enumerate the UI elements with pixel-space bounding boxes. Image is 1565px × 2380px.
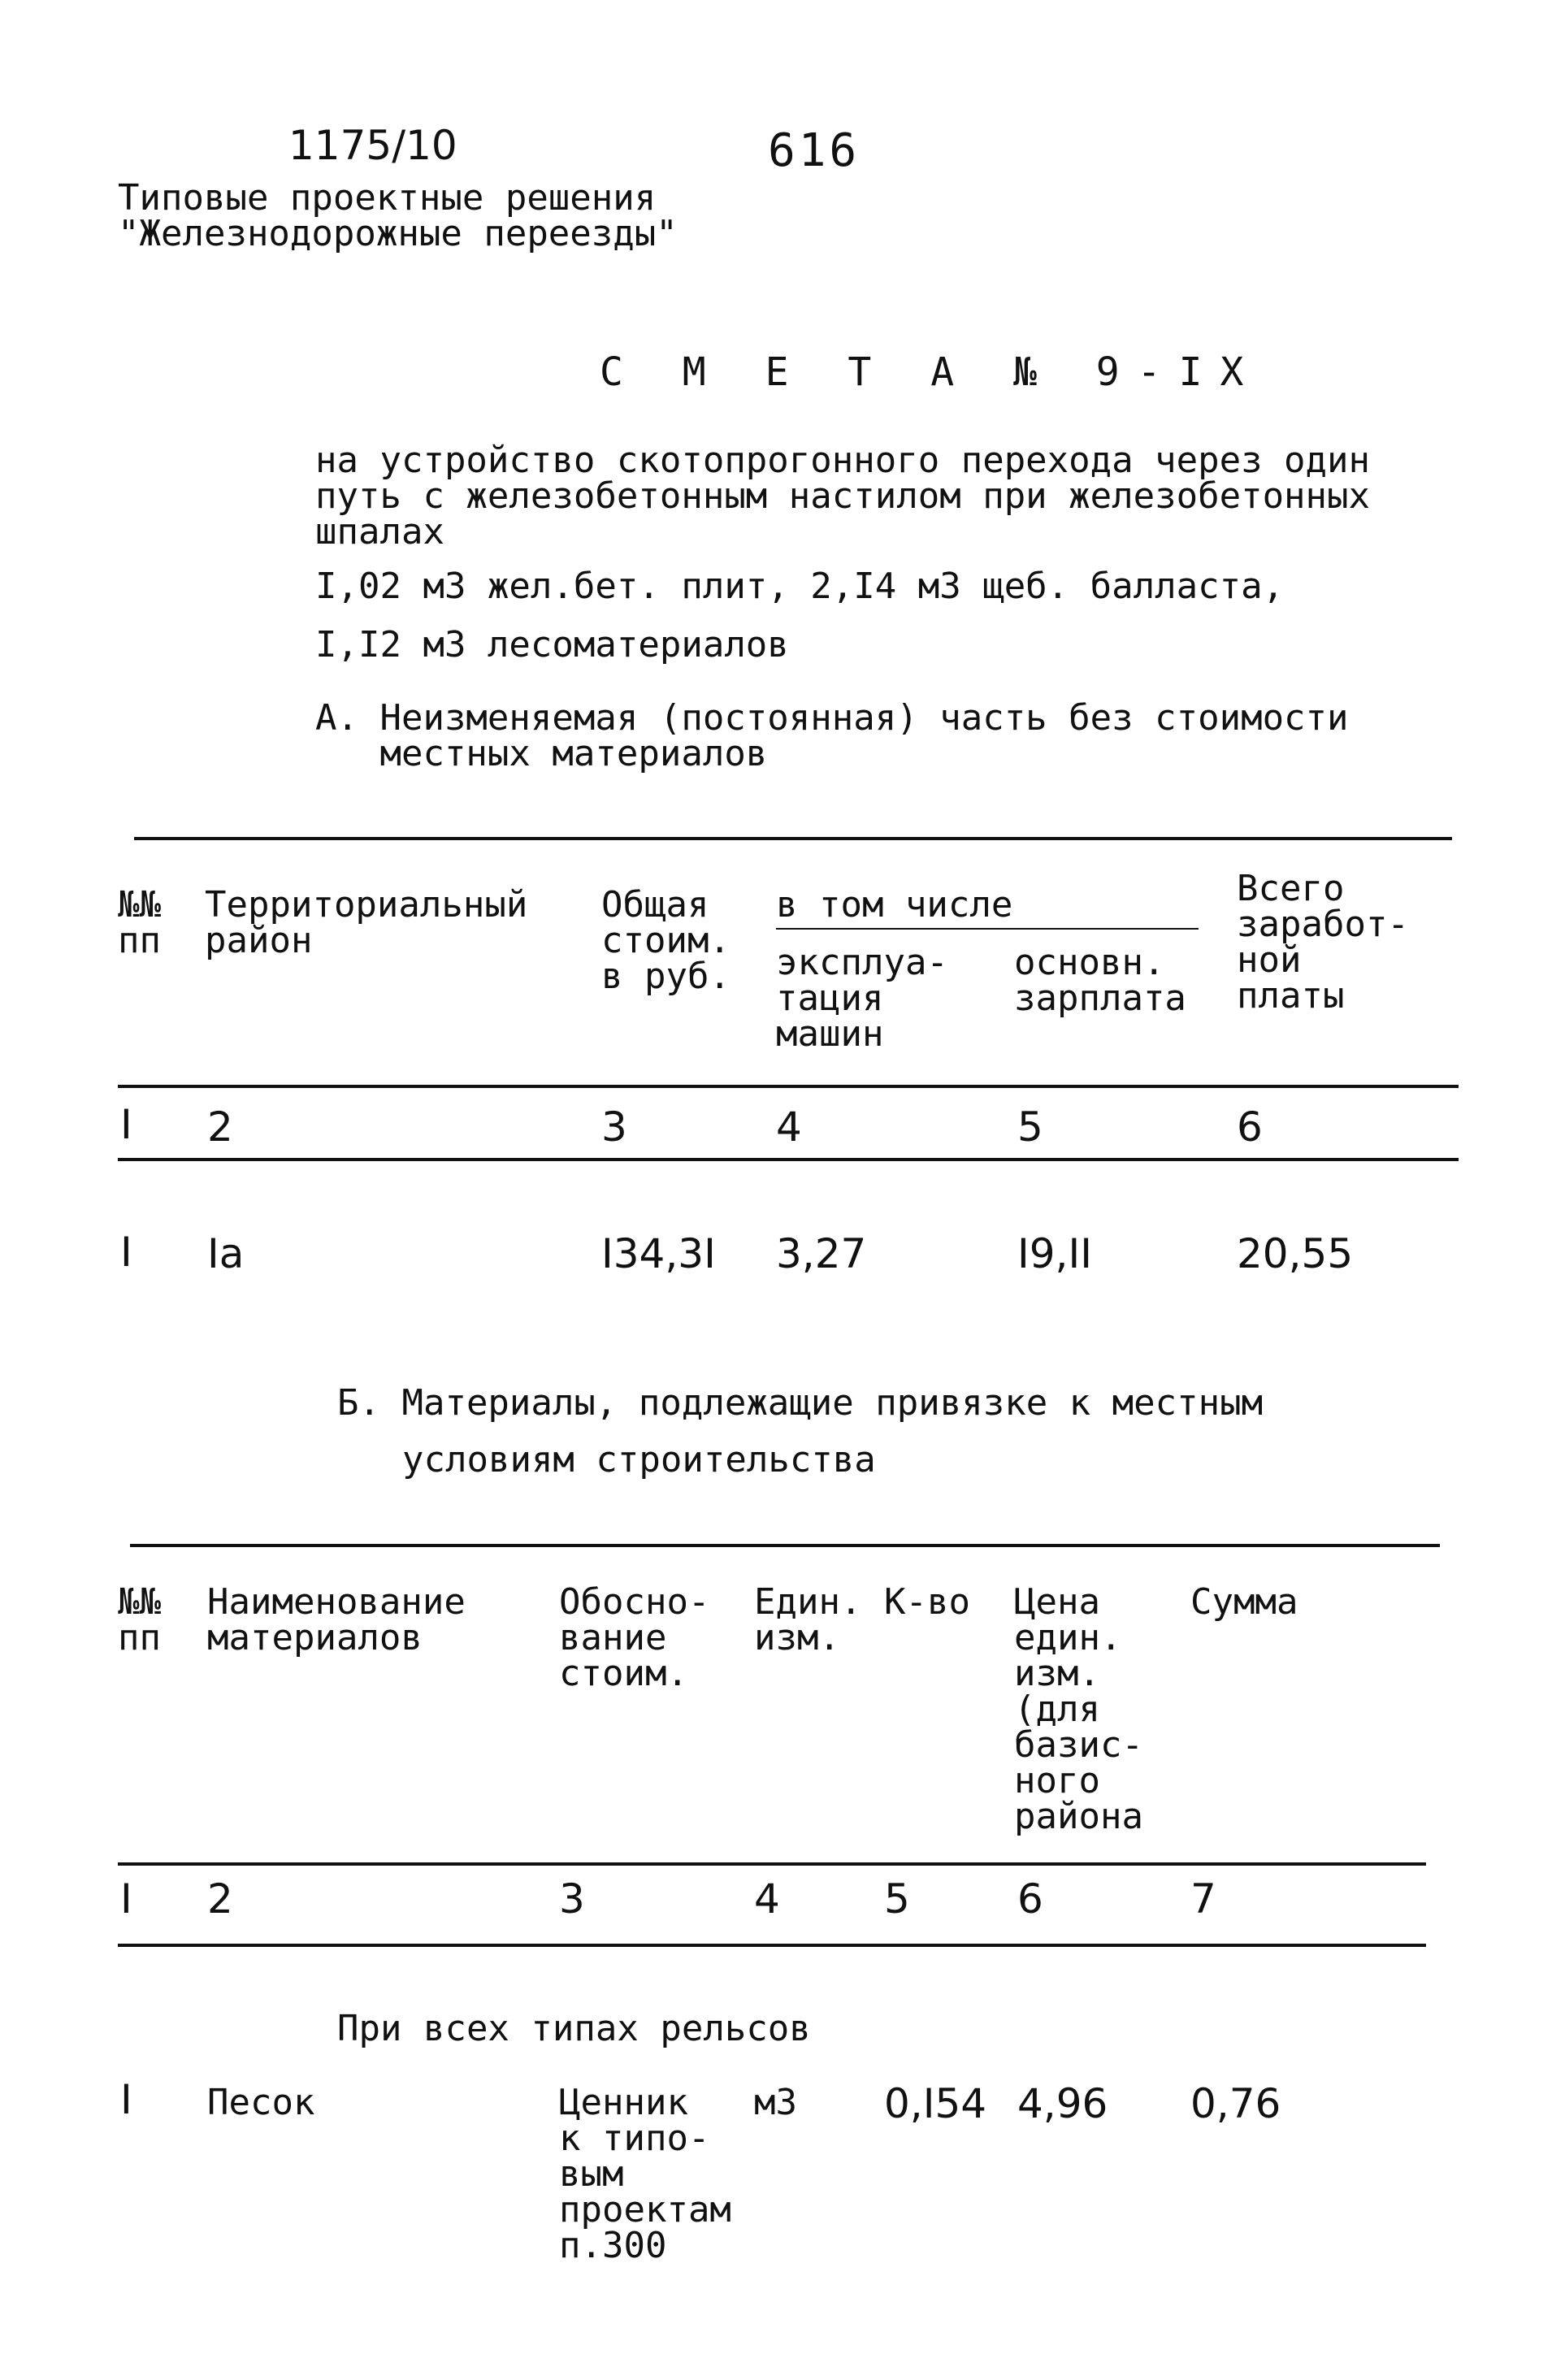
section-a-header-bottom-rule (118, 1085, 1459, 1088)
section-a-colnum: I (120, 1101, 132, 1148)
section-a-header-incl: в том числе (776, 884, 1013, 926)
section-b-header-basis: Обосно- вание стоим. (559, 1581, 710, 1694)
section-b-header-unit: Един. изм. (754, 1581, 862, 1658)
section-a-colnum: 4 (776, 1103, 802, 1151)
series-title-line1: Типовые проектные решения (118, 177, 657, 219)
section-a-heading: А. Неизменяемая (постоянная) часть без стоимости местных материалов (315, 697, 1349, 774)
section-a-header-region: Территориальный район (205, 884, 528, 961)
section-b-colnum: 7 (1190, 1875, 1216, 1923)
section-a-header-total-cost: Общая стоим. в руб. (601, 884, 730, 997)
section-b-colnum: 6 (1017, 1875, 1043, 1923)
section-a-table-top-rule (134, 837, 1452, 840)
section-a-colnum: 3 (601, 1103, 627, 1151)
section-b-row-sum: 0,76 (1190, 2080, 1281, 2127)
section-a-header-total-salary: Всего заработ- ной платы (1237, 868, 1409, 1017)
estimate-volumes-line2: I,I2 м3 лесоматериалов (315, 624, 789, 665)
section-b-table-top-rule (130, 1544, 1440, 1547)
section-b-row-price: 4,96 (1017, 2080, 1108, 2127)
section-b-heading-line2: условиям строительства (402, 1439, 876, 1480)
section-b-row-name: Песок (207, 2082, 315, 2123)
section-a-row-total-cost: I34,3I (601, 1230, 716, 1277)
section-b-header-name: Наименование материалов (207, 1581, 466, 1658)
section-a-numbers-bottom-rule (118, 1158, 1459, 1161)
section-a-row-region: Iа (207, 1230, 245, 1277)
section-b-colnum: 5 (884, 1875, 910, 1923)
section-b-colnum: 2 (207, 1875, 233, 1923)
page-number: 616 (768, 124, 861, 177)
section-b-subheading: При всех типах рельсов (337, 2008, 811, 2049)
section-a-header-machines: эксплуа- тация машин (776, 942, 948, 1055)
section-b-heading-line1: Б. Материалы, подлежащие привязке к местным (337, 1382, 1264, 1424)
section-b-header-price: Цена един. изм. (для базис- ного района (1014, 1581, 1143, 1837)
section-b-header-qty: К-во (884, 1581, 970, 1623)
section-a-colnum: 2 (207, 1103, 233, 1151)
section-b-header-num: №№ пп (118, 1581, 161, 1658)
section-b-colnum: 3 (559, 1875, 585, 1923)
section-b-colnum: I (120, 1875, 132, 1923)
section-a-row-machines: 3,27 (776, 1230, 867, 1277)
estimate-description: на устройство скотопрогонного перехода через один путь с железобетонным настилом при железобетонных шпалах (315, 440, 1371, 553)
estimate-title: С М Е Т А № 9-IX (600, 349, 1262, 395)
section-a-row-num: I (120, 1229, 132, 1276)
section-b-row-unit: м3 (754, 2082, 797, 2123)
section-a-row-total-salary: 20,55 (1237, 1230, 1354, 1277)
series-title-line2: "Железнодорожные переезды" (118, 213, 678, 254)
estimate-volumes-line1: I,02 м3 жел.бет. плит, 2,I4 м3 щеб. балласта, (315, 566, 1285, 607)
section-a-header-salary: основн. зарплата (1014, 942, 1186, 1019)
section-a-header-num: №№ пп (118, 884, 161, 961)
section-b-header-sum: Сумма (1190, 1581, 1298, 1623)
section-a-colnum: 5 (1017, 1103, 1043, 1151)
section-a-colnum: 6 (1237, 1103, 1263, 1151)
section-b-row-num: I (120, 2076, 132, 2123)
section-a-incl-rule (776, 928, 1199, 930)
section-b-row-basis: Ценник к типо- вым проектам п.300 (559, 2082, 731, 2266)
section-b-colnum: 4 (754, 1875, 780, 1923)
section-a-row-salary: I9,II (1017, 1230, 1092, 1277)
section-b-row-qty: 0,I54 (884, 2080, 987, 2127)
doc-code: 1175/10 (288, 122, 457, 169)
section-b-numbers-bottom-rule (118, 1944, 1426, 1947)
section-b-header-bottom-rule (118, 1862, 1426, 1866)
